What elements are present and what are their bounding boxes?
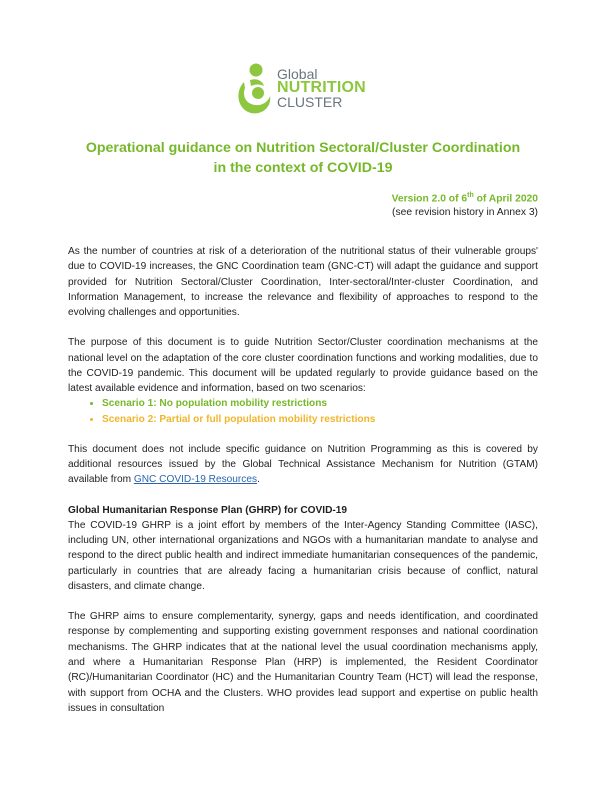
- ghrp-aims-paragraph: The GHRP aims to ensure complementarity, synergy, gaps and needs identification, and coordinated response by complementing and supporting existing government responses and national coordination mechanisms. The GHRP indicates that at the national level the usual coordination mechanisms apply, and where a Humanitarian Response Plan (HRP) is implemented, the Resident Coordinator (RC)/Humanitarian Coordinator (HC) and the Humanitarian Country Team (HCT) will lead the response, with support from OCHA and the Clusters. WHO provides lead support and expertise on public health issues in consultation: [68, 611, 538, 714]
- version-sup: th: [467, 192, 474, 199]
- revision-note: (see revision history in Annex 3): [392, 207, 538, 219]
- scenario-list: [68, 396, 538, 427]
- mother-child-icon: [234, 62, 274, 116]
- version-info: [392, 189, 538, 220]
- document-title: [40, 138, 566, 178]
- ghrp-paragraph: The COVID-19 GHRP is a joint effort by members of the Inter-Agency Standing Committee (IASC), including UN, other international organizations and NGOs with a humanitarian mandate to analyse and respond to the direct public health and indirect immediate humanitarian consequences of the pandemic, particularly in countries that are already facing a humanitarian crisis because of conflict, natural disasters, and climate change.: [68, 519, 538, 593]
- ghrp-heading: Global Humanitarian Response Plan (GHRP) for COVID-19: [68, 504, 348, 516]
- version-line: [392, 189, 538, 206]
- logo-wordmark: [277, 67, 366, 109]
- logo-line-global: Global: [277, 66, 318, 82]
- title-line-2: in the context of COVID-19: [213, 160, 393, 176]
- scenario-2-item: • Scenario 2: Partial or full population mobility restrictions: [102, 412, 538, 427]
- scope-end: .: [257, 474, 260, 486]
- intro-paragraph: As the number of countries at risk of a deterioration of the nutritional status of their vulnerable groups' due to COVID-19 increases, the GNC Coordination team (GNC-CT) will adapt the guidance and support provided for Nutrition Sectoral/Cluster Coordination, Inter-sectoral/Inter-cluster Coordination, and Information Management, to increase the relevance and flexibility of approaches to respond to the evolving challenges and opportunities.: [68, 246, 538, 319]
- version-prefix: Version 2.0 of 6: [391, 193, 468, 205]
- version-suffix: of April 2020: [473, 193, 538, 205]
- purpose-paragraph: The purpose of this document is to guide Nutrition Sector/Cluster coordination mechanisms at the national level on the adaptation of the core cluster coordination functions and working modalities, due to the COVID-19 pandemic. This document will be updated regularly to provide guidance based on the latest available evidence and information, based on two scenarios:: [68, 337, 538, 395]
- title-line-1: Operational guidance on Nutrition Sectoral/Cluster Coordination: [85, 140, 521, 156]
- gnc-covid-resources-link[interactable]: GNC COVID-19 Resources: [133, 474, 258, 486]
- document-body: [68, 244, 538, 731]
- scope-paragraph: [68, 442, 538, 488]
- scenario-1-item: • Scenario 1: No population mobility restrictions: [102, 396, 538, 411]
- logo-line-nutrition: NUTRITION: [277, 79, 366, 96]
- global-nutrition-cluster-logo: [234, 58, 384, 120]
- logo-line-cluster: CLUSTER: [277, 94, 343, 110]
- scope-text: This document does not include specific guidance on Nutrition Programming as this is covered by additional resources issued by the Global Technical Assistance Mechanism for Nutrition (GTAM) available from: [68, 443, 538, 486]
